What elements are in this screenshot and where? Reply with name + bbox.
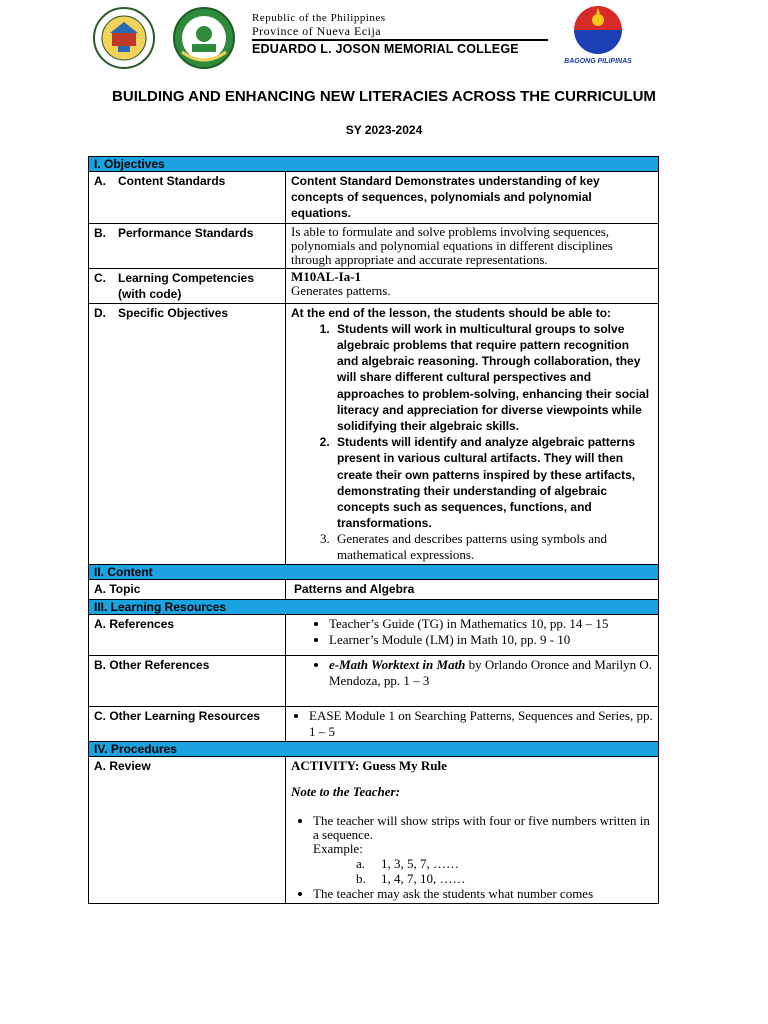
table-row: [89, 303, 659, 565]
college-logo-icon: [172, 6, 236, 70]
section-procedures: IV. Procedures: [89, 741, 659, 756]
objectives-list: [291, 321, 653, 564]
other-learning-list: [291, 708, 653, 740]
province-seal-icon: [92, 6, 156, 70]
lesson-plan-table: [88, 156, 659, 904]
table-row: [89, 706, 659, 741]
school-year: SY 2023-2024: [345, 123, 423, 137]
list-item: • Teacher’s Guide (TG) in Mathematics 10, pp. 14 – 15: [329, 616, 653, 632]
row-label: A. Content Standards: [94, 174, 226, 188]
activity-title: ACTIVITY: Guess My Rule: [291, 757, 447, 773]
table-row: [89, 655, 659, 706]
other-learning-label: C. Other Learning Resources: [89, 706, 286, 741]
references-label: A. References: [89, 614, 286, 655]
letterhead: [0, 0, 768, 75]
section-row: [89, 599, 659, 614]
other-references-list: [291, 657, 653, 689]
example-item: a. 1, 3, 5, 7, ……: [356, 855, 459, 871]
table-row: [89, 223, 659, 268]
table-row: [89, 268, 659, 303]
table-row: [89, 756, 659, 903]
teacher-note: Note to the Teacher:: [291, 783, 400, 799]
republic-text: Republic of the Philippines Province of Nueva Ecija: [252, 12, 386, 38]
header-rule: [252, 39, 548, 41]
list-item: • Learner’s Module (LM) in Math 10, pp. 9 - 10: [329, 632, 653, 648]
example-item: b. 1, 4, 7, 10, ……: [356, 870, 466, 886]
section-row: [89, 741, 659, 756]
list-item: 2. Students will identify and analyze algebraic patterns present in various cultural artifacts. They will then create their own patterns inspired by these artifacts, demonstrating their understanding of algebraic concepts such as sequences, functions, and transformations.: [333, 434, 653, 531]
section-objectives: I. Objectives: [89, 157, 659, 172]
table-row: [89, 172, 659, 224]
document-title: BUILDING AND ENHANCING NEW LITERACIES ACROSS THE CURRICULUM: [112, 88, 656, 105]
competency-code: M10AL-Ia-1: [291, 268, 362, 284]
list-item: • EASE Module 1 on Searching Patterns, Sequences and Series, pp. 1 – 5: [309, 708, 653, 740]
other-references-label: B. Other References: [89, 655, 286, 706]
topic-value: Patterns and Algebra: [286, 580, 659, 599]
row-label: B. Performance Standards: [94, 225, 254, 240]
list-item: • The teacher will show strips with four or five numbers written in a sequence.: [313, 814, 653, 842]
table-row: [89, 614, 659, 655]
section-content: II. Content: [89, 565, 659, 580]
review-bullets: [291, 814, 653, 842]
row-label: C. Learning Competencies (with code): [94, 270, 255, 301]
review-label: A. Review: [89, 756, 286, 903]
performance-standards-value: Is able to formulate and solve problems involving sequences, polynomials and polynomial equations in different disciplines through appropriate and accurate representations.: [286, 223, 659, 268]
section-row: [89, 157, 659, 172]
section-row: [89, 565, 659, 580]
topic-label: A. Topic: [89, 580, 286, 599]
table-row: [89, 580, 659, 599]
objectives-intro: At the end of the lesson, the students should be able to:: [291, 305, 612, 320]
review-bullets: [291, 886, 653, 902]
list-item: 1. Students will work in multicultural groups to solve algebraic problems that require pattern recognition and algebraic reasoning. Through collaboration, they will share different cultural perspectives and approaches to problem-solving, enhancing their social literacy and appreciation for diverse viewpoints while solidifying their algebraic skills.: [333, 321, 653, 434]
list-item: • The teacher may ask the students what number comes: [313, 886, 653, 902]
college-name: EDUARDO L. JOSON MEMORIAL COLLEGE: [252, 42, 519, 56]
bagong-pilipinas-label: BAGONG PILIPINAS: [564, 58, 632, 65]
list-item: • e-Math Worktext in Math by Orlando Oronce and Marilyn O. Mendoza, pp. 1 – 3: [329, 657, 653, 689]
content-standards-value: Content Standard Demonstrates understanding of key concepts of sequences, polynomials and polynomial equations.: [286, 172, 659, 224]
section-resources: III. Learning Resources: [89, 599, 659, 614]
example-label: Example:: [313, 840, 363, 856]
competency-value: Generates patterns.: [291, 282, 391, 298]
list-item: 3. Generates and describes patterns using symbols and mathematical expressions.: [333, 531, 653, 563]
references-list: [291, 616, 653, 648]
row-label: D. Specific Objectives: [94, 305, 229, 320]
